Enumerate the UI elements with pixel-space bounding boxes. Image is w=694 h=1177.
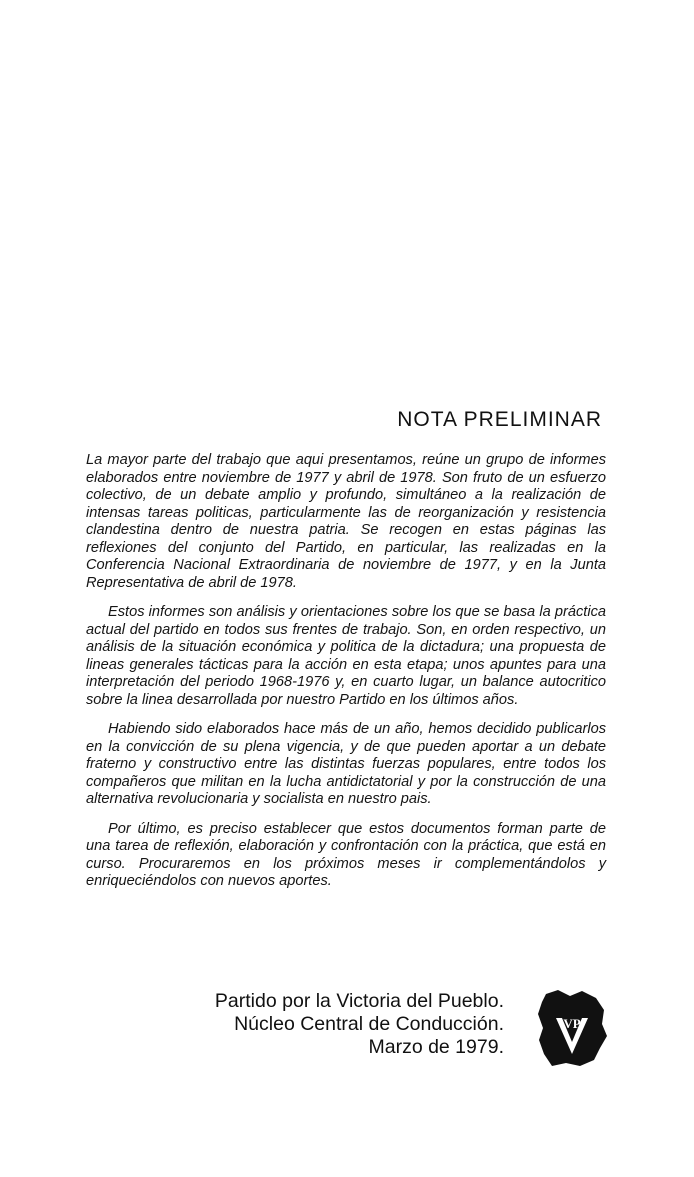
paragraph: Por último, es preciso establecer que estos documentos forman parte de una tarea de reflexión, elaboración y confrontación con la práctica, que está en curso. Procuraremos en los próximos meses ir complementándolos y enriqueciéndolos con nuevos aportes.: [86, 820, 606, 889]
signature-date: Marzo de 1979.: [368, 1036, 504, 1058]
signature-organization: Partido por la Victoria del Pueblo.: [214, 990, 504, 1012]
logo-letters: VP: [563, 1016, 581, 1031]
page-title: NOTA PRELIMINAR: [397, 408, 602, 431]
pvp-emblem-icon: [536, 988, 608, 1068]
paragraph: La mayor parte del trabajo que aqui presentamos, reúne un grupo de informes elaborados entre noviembre de 1977 y abril de 1978. Son fruto de un esfuerzo colectivo, de un debate amplio y profundo, simultáneo a la realización de intensas tareas politicas, particularmente las de reorganización y resistencia clandestina dentro de nuestra patria. Se recogen en estas páginas las reflexiones del conjunto del Partido, en particular, las realizadas en la Conferencia Nacional Extraordinaria de noviembre de 1977, y en la Junta Representativa de abril de 1978.: [86, 452, 606, 591]
signature-body: Núcleo Central de Conducción.: [234, 1013, 504, 1035]
preliminary-note-body: [86, 452, 606, 903]
signature-block: [215, 990, 504, 1059]
paragraph: Estos informes son análisis y orientaciones sobre los que se basa la práctica actual del partido en todos sus frentes de trabajo. Son, en orden respectivo, un análisis de la situación económica y politica de la dictadura; una propuesta de lineas generales tácticas para la acción en esta etapa; unos apuntes para una interpretación del periodo 1968-1976 y, en cuarto lugar, un balance autocritico sobre la linea desarrollada por nuestro Partido en los últimos años.: [86, 604, 606, 708]
paragraph: Habiendo sido elaborados hace más de un año, hemos decidido publicarlos en la convicción de su plena vigencia, y de que pueden aportar a un debate fraterno y constructivo entre las distintas fuerzas populares, entre todos los compañeros que militan en la lucha antidictatorial y por la construcción de una alternativa revolucionaria y socialista en nuestro pais.: [86, 721, 606, 807]
